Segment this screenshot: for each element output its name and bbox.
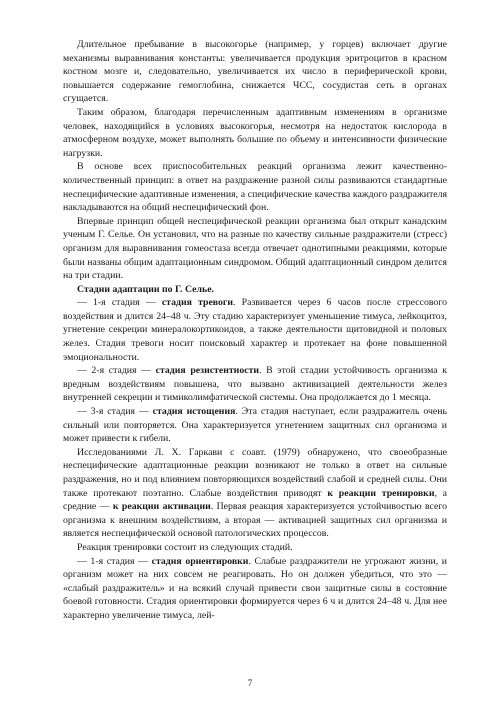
document-page — [63, 38, 447, 623]
page-number: 7 — [247, 678, 253, 688]
paragraph — [63, 446, 447, 541]
text-run: . — [211, 283, 214, 295]
text-run: В основе всех приспособительных реакций организма лежит качественно-количественный принцип: в ответ на раздражение разной силы развиваются стандартные неспецифические адаптивные изменения, а специфические качества каждого раздражителя накладываются на общий неспецифический фон. — [63, 161, 447, 214]
bold-term: к реакции тренировки — [327, 487, 435, 499]
paragraph — [63, 405, 447, 446]
text-run: Реакция тренировки состоит из следующих стадий. — [77, 541, 293, 553]
bold-term: к реакции активации — [112, 501, 211, 513]
text-run: . В этой стадии устойчивость организма к вредным воздействиям повышена, что вызвано активизацией деятельности желез внутренней секреции и тимиколимфатической системы. Она продолжается до 1 месяца. — [63, 365, 447, 404]
text-run: — 3-я стадия — — [77, 406, 153, 418]
paragraph — [63, 106, 447, 160]
text-run: Таким образом, благодаря перечисленным адаптивным изменениям в организме человек, находящийся в условиях высокогорья, несмотря на недостаток кислорода в атмосферном воздухе, может выполнять большие по объему и интенсивности физические нагрузки. — [63, 106, 447, 159]
text-run: — 2-я стадия — — [77, 365, 156, 377]
paragraph — [63, 160, 447, 214]
paragraph — [63, 364, 447, 405]
text-run: Длительное пребывание в высокогорье (например, у горцев) включает другие механизмы выравнивания константы: увеличивается продукция эритроцитов в красном костном мозге и, следовательно, увеличивается их число в периферической крови, повышается содержание гемоглобина, снижается ЧСС, сосудистая сеть в органах сгущается. — [63, 39, 447, 105]
text-run: — 1-я стадия — — [77, 297, 162, 309]
text-run: Исследованиями Л. Х. Гаркави с соавт. (1979) обнаружено, что своеобразные неспецифические адаптационные реакции возникают не только в ответ на сильные раздражения, но и под влиянием повторяющихся воздействий слабой и средней силы. Они также протекают поэтапно. Слабые воздействия приводят — [63, 446, 447, 499]
bold-term: стадия истощения — [152, 406, 236, 418]
text-run: , а средние — — [63, 487, 447, 513]
text-run: . Первая реакция характеризуется устойчивостью всего организма к внешним воздействиям, а вторая — активацией защитных сил организма и является неспецифической основой патологических процессов. — [63, 501, 447, 540]
paragraph — [63, 296, 447, 364]
text-run: — 1-я стадия — — [77, 555, 152, 567]
bold-term: стадия ориентировки — [151, 555, 249, 567]
paragraph — [63, 215, 447, 283]
section-heading — [63, 283, 447, 297]
text-run: . Эта стадия наступает, если раздражитель очень сильный или повторяется. Она характеризуется угнетением защитных сил организма и может привести к гибели. — [63, 406, 447, 445]
paragraph — [63, 541, 447, 555]
text-run: . Развивается через 6 часов после стрессового воздействия и длится 24–48 ч. Эту стадию характеризует уменьшение тимуса, лейкоцитоз, угнетение секреции минералокортикоидов, а также деятельности щитовидной и половых желез. Стадия тревоги носит поисковый характер и протекает на фоне повышенной эмоциональности. — [63, 297, 448, 363]
text-body — [63, 38, 447, 623]
text-run: Впервые принцип общей неспецифической реакции организма был открыт канадским ученым Г. Селье. Он установил, что на разные по качеству сильные раздражители (стресс) организм для выравнивания гомеостаза всегда отвечает однотипными реакциями, которые были названы общим адаптационным синдромом. Общий адаптационный синдром делится на три стадии. — [63, 215, 447, 282]
bold-term: Стадии адаптации по Г. Селье — [77, 283, 212, 295]
bold-term: стадия резистентности — [155, 365, 260, 377]
paragraph — [63, 555, 447, 623]
paragraph — [63, 38, 447, 106]
text-run: . Слабые раздражители не угрожают жизни, и организм может на них совсем не реагировать. Но он должен убедиться, что это — «слабый раздражитель» и на всякий случай привести свои защитные силы в состояние боевой готовности. Стадия ориентировки формируется через 6 ч и длится 24–48 ч. Для нее характерно увеличение тимуса, лей- — [63, 555, 448, 621]
bold-term: стадия тревоги — [161, 297, 234, 309]
